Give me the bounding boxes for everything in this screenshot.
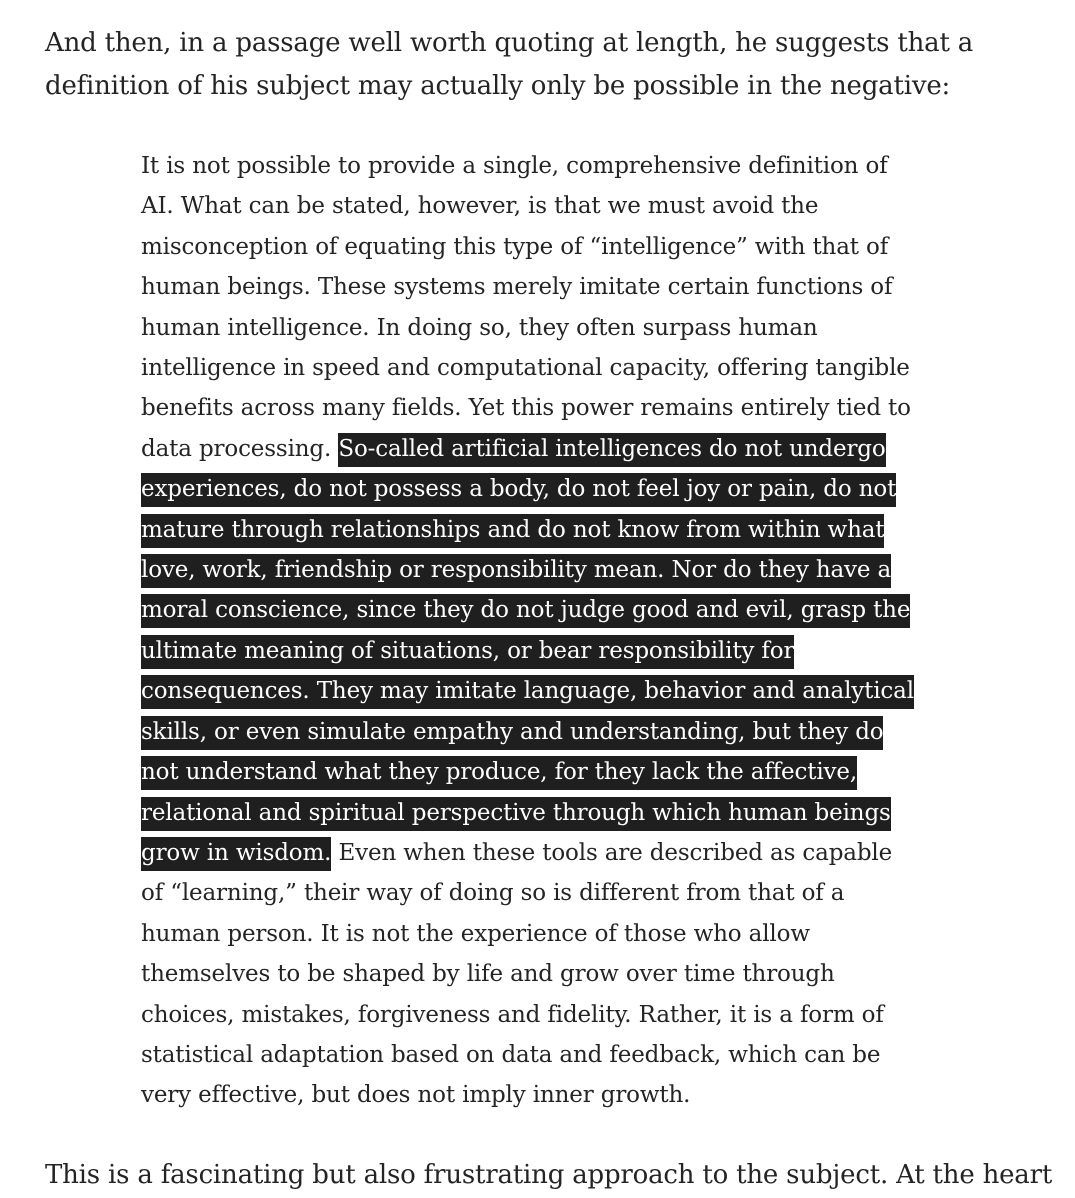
quote-text-before-highlight: It is not possible to provide a single, comprehensive definition of AI. What can be stated, however, is that we must avoid the misconception of equating this type of “intelligence” with that of human beings. These systems merely imitate certain functions of human intelligence. In doing so, they often surpass human intelligence in speed and computational capacity, offering tangible benefits across many fields. Yet this power remains entirely tied to data processing. xyxy=(141,153,911,462)
following-paragraph: This is a fascinating but also frustrating approach to the subject. At the heart xyxy=(45,1160,1053,1190)
quote-text-after-highlight: Even when these tools are described as capable of “learning,” their way of doing so is different from that of a human person. It is not the experience of those who allow themselves to be shaped by life and grow over time through choices, mistakes, forgiveness and fidelity. Rather, it is a form of statistical adaptation based on data and feedback, which can be very effective, but does not imply inner growth. xyxy=(141,839,893,1109)
quote-block xyxy=(141,146,921,1116)
quote-highlighted-text[interactable]: So-called artificial intelligences do not undergo experiences, do not possess a body, do not feel joy or pain, do not mature through relationships and do not know from within what love, work, friendship or responsibility mean. Nor do they have a moral conscience, since they do not judge good and evil, grasp the ultimate meaning of situations, or bear responsibility for consequences. They may imitate language, behavior and analytical skills, or even simulate empathy and understanding, but they do not understand what they produce, for they lack the affective, relational and spiritual perspective through which human beings grow in wisdom. xyxy=(141,433,914,871)
intro-paragraph: And then, in a passage well worth quoting at length, he suggests that a definition of his subject may actually only be possible in the negative: xyxy=(45,28,974,101)
